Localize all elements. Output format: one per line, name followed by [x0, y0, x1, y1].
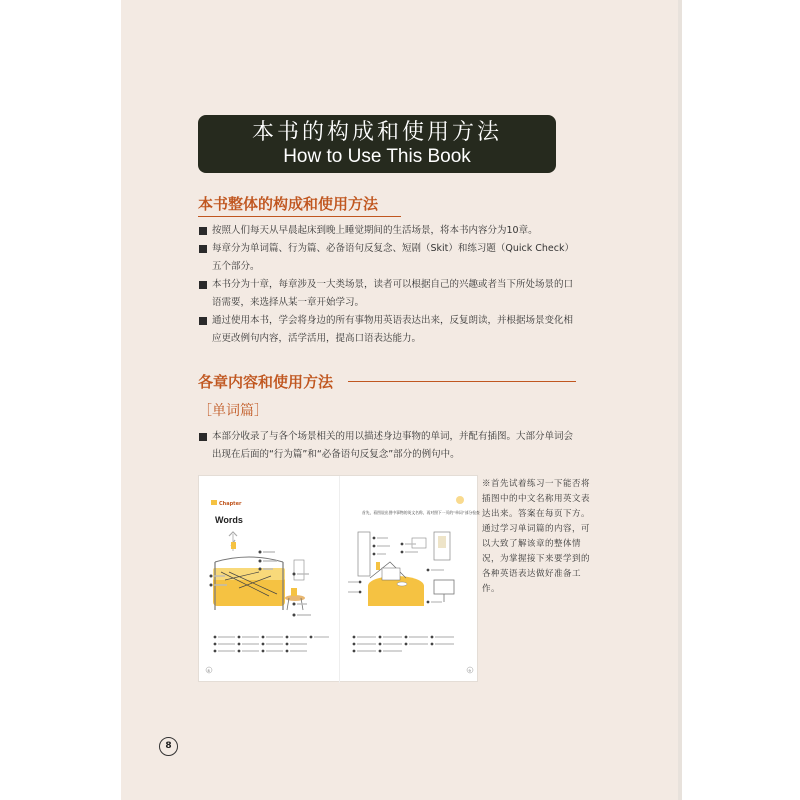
- bullet-text: 本书分为十章，每章涉及一大类场景，读者可以根据自己的兴趣或者当下所处场景的口语需要，来选择从某一章开始学习。: [212, 279, 574, 308]
- words-bullet-list: [198, 428, 580, 464]
- bullet-item: [198, 428, 580, 464]
- bedroom-illustration: [199, 476, 339, 683]
- side-note: ※首先试着练习一下能否将插图中的中文名称用英文表达出来。答案在每页下方。通过学习单词篇的内容，可以大致了解该章的整体情况，为掌握接下来要学到的各种英语表达做好准备工作。: [482, 479, 591, 594]
- sample-page-number: 9: [468, 669, 471, 673]
- bullet-text: 按照人们每天从早晨起床到晚上睡觉期间的生活场景，将本书内容分为10章。: [212, 225, 538, 236]
- section-heading-overall: 本书整体的构成和使用方法: [198, 195, 379, 213]
- bullet-square-icon: [199, 245, 207, 253]
- title-english: How to Use This Book: [283, 146, 471, 167]
- title-chinese: 本书的构成和使用方法: [251, 120, 502, 145]
- bullet-text: 每章分为单词篇、行为篇、必备语句反复念、短剧（Skit）和练习题（Quick Check）五个部分。: [212, 243, 575, 272]
- bullet-square-icon: [199, 317, 207, 325]
- heading-rule: [348, 381, 576, 382]
- heading-underline: [198, 216, 401, 217]
- words-label: Words: [215, 515, 243, 525]
- sample-right-page: [339, 476, 479, 683]
- section-heading-chapters: 各章内容和使用方法: [198, 373, 334, 391]
- bullet-item: [198, 240, 580, 276]
- bullet-text: 通过使用本书，学会将身边的所有事物用英语表达出来，反复朗读，并根据场景变化相应更改例句内容，活学活用，提高口语表达能力。: [212, 315, 574, 344]
- page-number: 8: [159, 737, 178, 756]
- bullet-item: [198, 276, 580, 312]
- sample-page-number: 8: [207, 669, 210, 673]
- page-edge: [678, 0, 682, 800]
- sample-instruction: 首先，看图说出图中事物的英文名称，再对照下一页的“单词”部分检查。: [362, 510, 480, 515]
- overall-bullet-list: [198, 222, 580, 348]
- bullet-item: [198, 312, 580, 348]
- bullet-item: [198, 222, 580, 240]
- chapter-label: Chapter: [219, 501, 242, 507]
- title-banner: [198, 115, 556, 173]
- bullet-square-icon: [199, 281, 207, 289]
- dining-illustration: [340, 476, 480, 683]
- bullet-text: 本部分收录了与各个场景相关的用以描述身边事物的单词，并配有插图。大部分单词会出现在后面的“行为篇”和“必备语句反复念”部分的例句中。: [212, 431, 574, 460]
- subheading-words: ［单词篇］: [198, 403, 268, 419]
- sample-left-page: [199, 476, 339, 683]
- bullet-square-icon: [199, 227, 207, 235]
- sample-spread-illustration: [198, 475, 478, 682]
- bullet-square-icon: [199, 433, 207, 441]
